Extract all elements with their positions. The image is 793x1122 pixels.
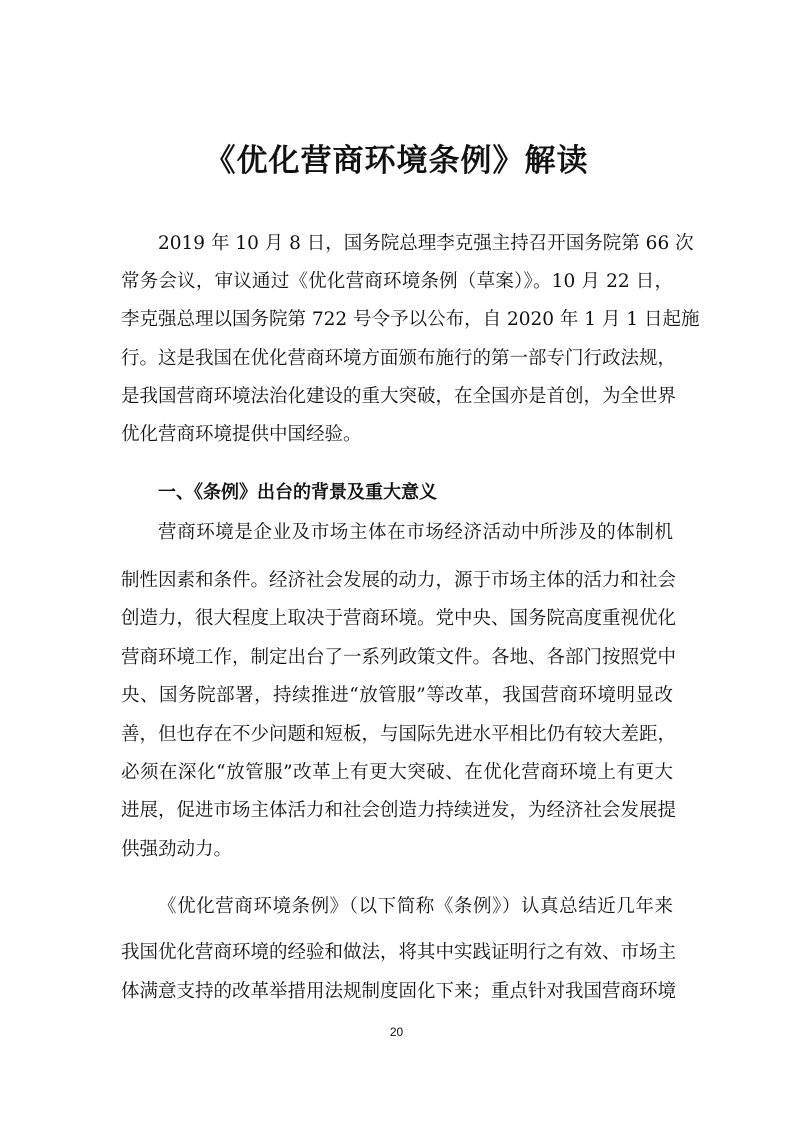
paragraph-3-line-1: 《优化营商环境条例》（以下简称《条例》）认真总结近几年来 <box>158 896 673 917</box>
paragraph-1-line-3: 李克强总理以国务院第 722 号令予以公布，自 2020 年 1 月 1 日起施 <box>121 309 700 330</box>
section-heading: 一、《条例》出台的背景及重大意义 <box>158 482 437 503</box>
paragraph-2-line-4: 营商环境工作，制定出台了一系列政策文件。各地、各部门按照党中 <box>121 647 677 668</box>
paragraph-3-line-3: 体满意支持的改革举措用法规制度固化下来；重点针对我国营商环境 <box>121 981 677 1002</box>
paragraph-2-line-5: 央、国务院部署，持续推进“放管服”等改革，我国营商环境明显改 <box>121 685 673 706</box>
document-title: 《优化营商环境条例》解读 <box>204 143 589 179</box>
paragraph-2-line-3: 创造力，很大程度上取决于营商环境。党中央、国务院高度重视优化 <box>121 608 677 629</box>
paragraph-1-line-2: 常务会议，审议通过《优化营商环境条例（草案）》。10 月 22 日， <box>121 271 673 292</box>
paragraph-1-line-1: 2019 年 10 月 8 日，国务院总理李克强主持召开国务院第 66 次 <box>158 233 694 254</box>
paragraph-2-line-7: 必须在深化“放管服”改革上有更大突破、在优化营商环境上有更大 <box>121 762 673 783</box>
paragraph-3-line-2: 我国优化营商环境的经验和做法，将其中实践证明行之有效、市场主 <box>121 942 677 963</box>
paragraph-1-line-4: 行。这是我国在优化营商环境方面颁布施行的第一部专门行政法规， <box>121 348 677 369</box>
paragraph-2-line-9: 供强劲动力。 <box>121 839 233 860</box>
paragraph-2-line-1: 营商环境是企业及市场主体在市场经济活动中所涉及的体制机 <box>158 522 673 543</box>
paragraph-2-line-6: 善，但也存在不少问题和短板，与国际先进水平相比仍有较大差距， <box>121 724 677 745</box>
page-number: 20 <box>389 1025 404 1039</box>
paragraph-2-line-8: 进展，促进市场主体活力和社会创造力持续迸发，为经济社会发展提 <box>121 800 677 821</box>
paragraph-1-line-5: 是我国营商环境法治化建设的重大突破，在全国亦是首创，为全世界 <box>121 386 677 407</box>
paragraph-1-line-6: 优化营商环境提供中国经验。 <box>121 424 362 445</box>
paragraph-2-line-2: 制性因素和条件。经济社会发展的动力，源于市场主体的活力和社会 <box>121 570 677 591</box>
